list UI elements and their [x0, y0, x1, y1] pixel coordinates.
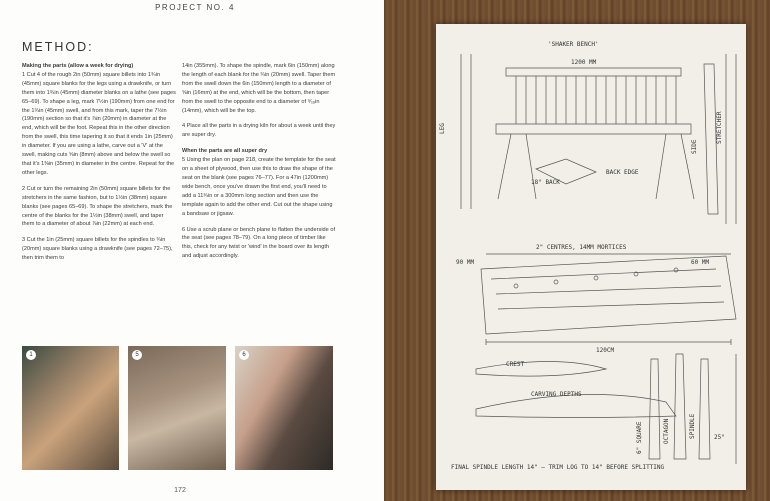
- photo-badge: 6: [239, 350, 249, 360]
- step-4: 4 Place all the parts in a drying kiln for about a week until they are super dry.: [182, 123, 336, 139]
- dim-top: 1200 MM: [571, 59, 597, 66]
- project-header: PROJECT NO. 4: [155, 3, 235, 12]
- drawing-sheet: [436, 24, 746, 490]
- step-5: 5 Using the plan on page 218, create the template for the seat on a sheet of plywood, then use this to draw the shape of the seat on the blank (see pages 76–77). For a 47in (1200mm) wide bench, once you've drawn the first end, you'll need to add a 11¾in or a 300mm long section and then use the template again to add the other end. Cut out the shape using a bandsaw or jigsaw.: [182, 157, 336, 217]
- back-edge-label: BACK EDGE: [606, 169, 639, 176]
- bench-drawing: [436, 24, 746, 490]
- step-3-continued: 14in (355mm). To shape the spindle, mark 6in (150mm) along the length of each blank for the ¾in (20mm) swell. Taper them from the swell down the 6in (150mm) length to a diameter of ⅝in (16mm) at the end, which will be the bottom, then taper from the swell to the opposite end to a diameter of ⁹⁄₁₆in (14mm), which will be the top.: [182, 63, 336, 114]
- section-subheading-dry: When the parts are all super dry: [182, 148, 268, 155]
- stretcher-label: STRETCHER: [716, 111, 723, 144]
- page-number: 172: [174, 487, 186, 494]
- text-column-2: [182, 62, 337, 268]
- square-label: 6" SQUARE: [636, 421, 643, 454]
- step-1: 1 Cut 4 of the rough 2in (50mm) square billets into 1¾in (45mm) square blanks for the legs using a drawknife, or turn them into 1¾in (45mm) diameter blanks on a lathe (see pages 65–69). To shape a leg, mark 7½in (190mm) from one end for the 1¾in (45mm) swell, and from this mark, taper the 7½in (190mm) section so that it's ⅞in (20mm) in diameter at the end, which will be the foot. Repeat this in the other direction from the swell, this time tapering it so that it ends 1in (25mm) in diameter. If you are using a lathe, carve out a 'V' at the swell, making cuts ⅝in (8mm) above and below the swell so that it's 1⅜in (35mm) in diameter in the centre. Repeat for the other legs.: [22, 71, 176, 176]
- spindles: [516, 76, 676, 124]
- section-subheading: Making the parts (allow a week for drying): [22, 63, 134, 69]
- centres-label: 2" CENTRES, 14MM MORTICES: [536, 244, 627, 251]
- photo-badge: 1: [26, 350, 36, 360]
- drawing-title: 'SHAKER BENCH': [548, 41, 599, 48]
- left-page: [0, 0, 384, 501]
- seat-width: 120CM: [596, 347, 615, 354]
- back-label: 18° BACK: [531, 179, 560, 186]
- step-2: 2 Cut or turn the remaining 2in (50mm) square billets for the stretchers in the same fashion, but to 1½in (38mm) square blanks (see pages 65–69). To shape the stretchers, mark the centre of the blanks for the 1½in (38mm) swell, and taper them to a diameter of about ⅞in (22mm) at each end.: [22, 185, 173, 228]
- angle-label: 25°: [714, 434, 725, 441]
- dim-60: 60 MM: [691, 259, 710, 266]
- spindle-note: FINAL SPINDLE LENGTH 14" — TRIM LOG TO 14" BEFORE SPLITTING: [451, 464, 665, 471]
- photo-leg-turning: [22, 346, 119, 470]
- dim-90: 90 MM: [456, 259, 475, 266]
- photo-seat-blank: [128, 346, 226, 470]
- text-column-1: [22, 62, 177, 270]
- photo-badge: 5: [132, 350, 142, 360]
- side-label: SIDE: [691, 139, 698, 154]
- step-6: 6 Use a scrub plane or bench plane to flatten the underside of the seat (see pages 78–79). On a long piece of timber like this, check for any twist or 'wind' in the board over its length and adjust accordingly.: [182, 226, 335, 260]
- photo-planing: [235, 346, 333, 470]
- right-page-photo: [384, 0, 770, 501]
- step-3: 3 Cut the 1in (25mm) square billets for the spindles to ¾in (20mm) square blanks using a drawknife (see pages 72–75), then trim them to: [22, 237, 173, 262]
- method-heading: METHOD:: [22, 40, 94, 54]
- carving-label: CARVING DEPTHS: [531, 391, 582, 398]
- crest-label: CREST: [506, 361, 525, 368]
- spindle-label: SPINDLE: [689, 413, 696, 439]
- leg-label: LEG: [439, 123, 446, 134]
- octagon-label: OCTAGON: [663, 418, 670, 444]
